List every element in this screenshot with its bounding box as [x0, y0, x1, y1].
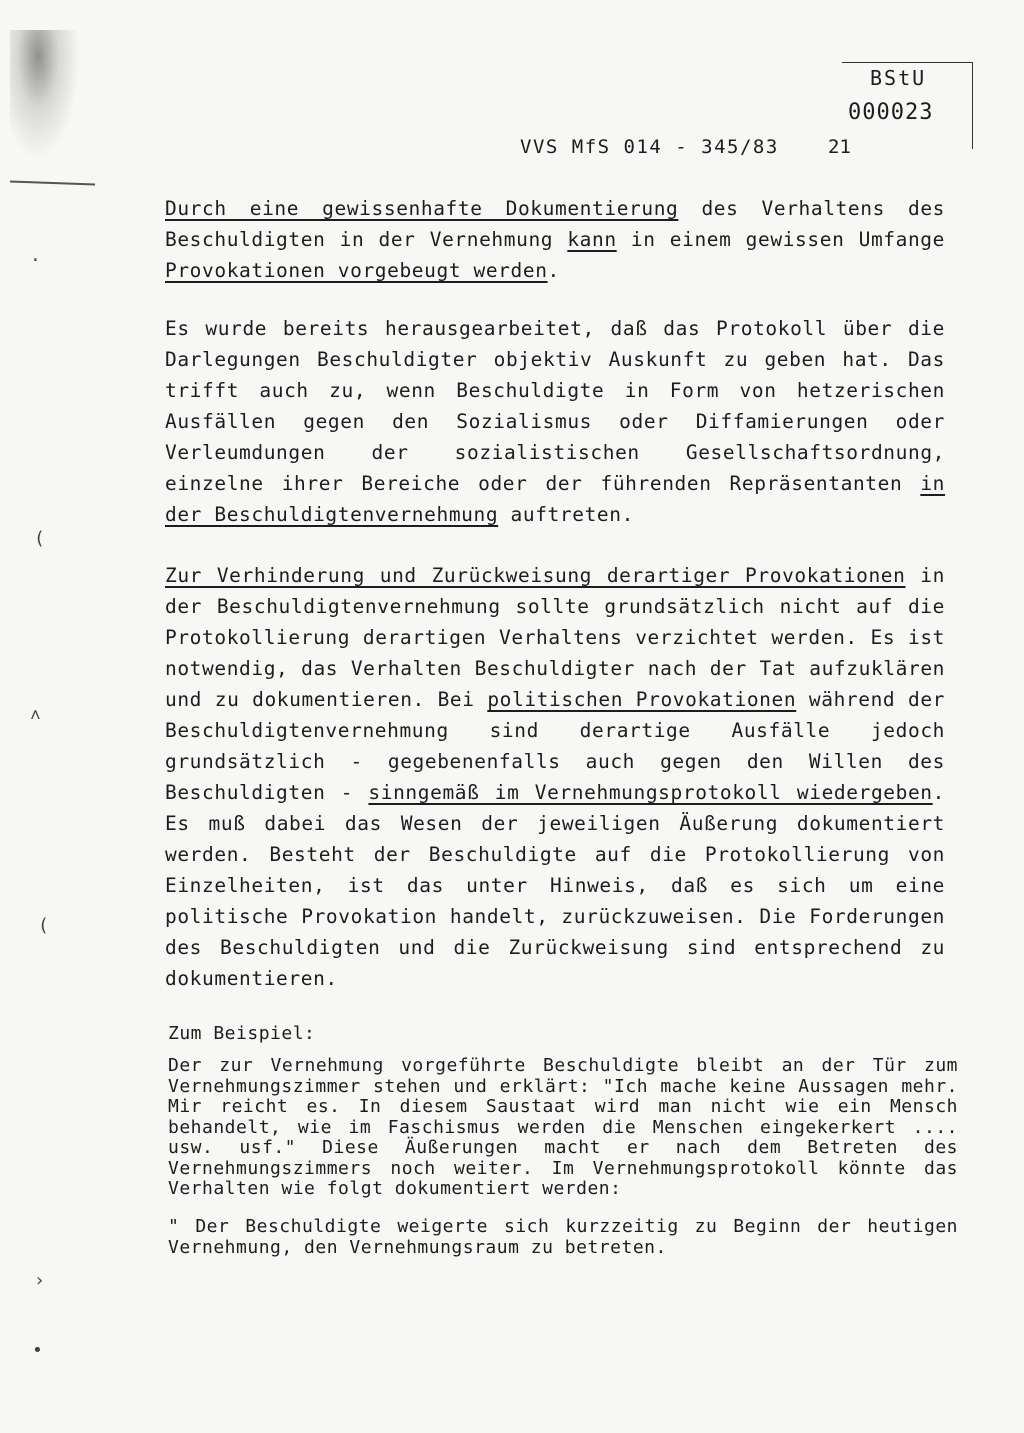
- example-text: Der zur Vernehmung vorgeführte Beschuldigte bleibt an der Tür zum Vernehmungszimmer stehen und erklärt: "Ich mache keine Aussagen mehr. Mir reicht es. In diesem Saustaat wird man nicht wie ein Mensch behandelt, wie im Faschismus werden die Menschen eingekerkert .... usw. usf." Diese Äußerungen macht er nach dem Betreten des Vernehmungszimmers noch weiter. Im Vernehmungsprotokoll könnte das Verhalten wie folgt dokumentiert werden:: [168, 1055, 958, 1199]
- margin-mark: ·: [30, 250, 41, 271]
- margin-mark: ›: [34, 1270, 45, 1291]
- paragraph-2: [165, 313, 945, 530]
- margin-mark: •: [32, 1340, 43, 1361]
- underlined-phrase: in der Beschuldigtenvernehmung: [165, 472, 945, 526]
- margin-mark: (: [34, 528, 45, 549]
- paragraph-text: in einem gewissen Umfange: [616, 228, 945, 251]
- underlined-phrase: Durch eine gewissenhafte Dokumentierung: [165, 197, 679, 220]
- example-heading: Zum Beispiel:: [168, 1023, 316, 1044]
- underlined-phrase: Zur Verhinderung und Zurückweisung derartiger Provokationen: [165, 564, 906, 587]
- margin-mark: ˄: [30, 705, 41, 726]
- archive-stamp-number: 000023: [848, 100, 934, 125]
- scan-artifact-line: [10, 181, 95, 186]
- page-number: 21: [828, 136, 851, 158]
- protocol-quote: " Der Beschuldigte weigerte sich kurzzeitig zu Beginn der heutigen Vernehmung, den Vernehmungsraum zu betreten.: [168, 1216, 958, 1258]
- archive-stamp-office: BStU: [870, 66, 927, 90]
- paragraph-text: . Es muß dabei das Wesen der jeweiligen Äußerung dokumentiert werden. Besteht der Beschuldigte auf die Protokollierung von Einzelheiten, ist das unter Hinweis, daß es sich um eine politische Provokation handelt, zurückzuweisen. Die Forderungen des Beschuldigten und die Zurückweisung sind entsprechend zu dokumentieren.: [165, 781, 945, 990]
- document-reference: VVS MfS 014 - 345/83: [520, 136, 779, 158]
- underlined-phrase: sinngemäß im Vernehmungsprotokoll wiedergeben: [368, 781, 933, 804]
- underlined-phrase: kann: [567, 228, 617, 251]
- margin-mark: (: [38, 915, 49, 936]
- paragraph-text: Es wurde bereits herausgearbeitet, daß das Protokoll über die Darlegungen Beschuldigter objektiv Auskunft zu geben hat. Das trifft auch zu, wenn Beschuldigte in Form von hetzerischen Ausfällen gegen den Sozialismus oder Diffamierungen oder Verleumdungen der sozialistischen Gesellschaftsordnung, einzelne ihrer Bereiche oder der führenden Repräsentanten: [165, 317, 945, 495]
- underlined-phrase: politischen Provokationen: [487, 688, 797, 711]
- paragraph-text: .: [547, 259, 560, 282]
- paragraph-text: in der Beschuldigtenvernehmung sollte grundsätzlich nicht auf die Protokollierung derartigen Verhaltens verzichtet werden. Es ist notwendig, das Verhalten Beschuldigter nach der Tat aufzuklären und zu dokumentieren. Bei: [165, 564, 945, 711]
- scan-artifact: [10, 30, 80, 160]
- underlined-phrase: Provokationen vorgebeugt werden: [165, 259, 548, 282]
- paragraph-1: [165, 193, 945, 286]
- paragraph-text: auftreten.: [498, 503, 634, 526]
- paragraph-text: während der Beschuldigtenvernehmung sind derartige Ausfälle jedoch grundsätzlich - gegebenenfalls auch gegen den Willen des Beschuldigten -: [165, 688, 945, 804]
- paragraph-3: [165, 560, 945, 994]
- paragraph-text: des Verhaltens des Beschuldigten in der Vernehmung: [165, 197, 945, 251]
